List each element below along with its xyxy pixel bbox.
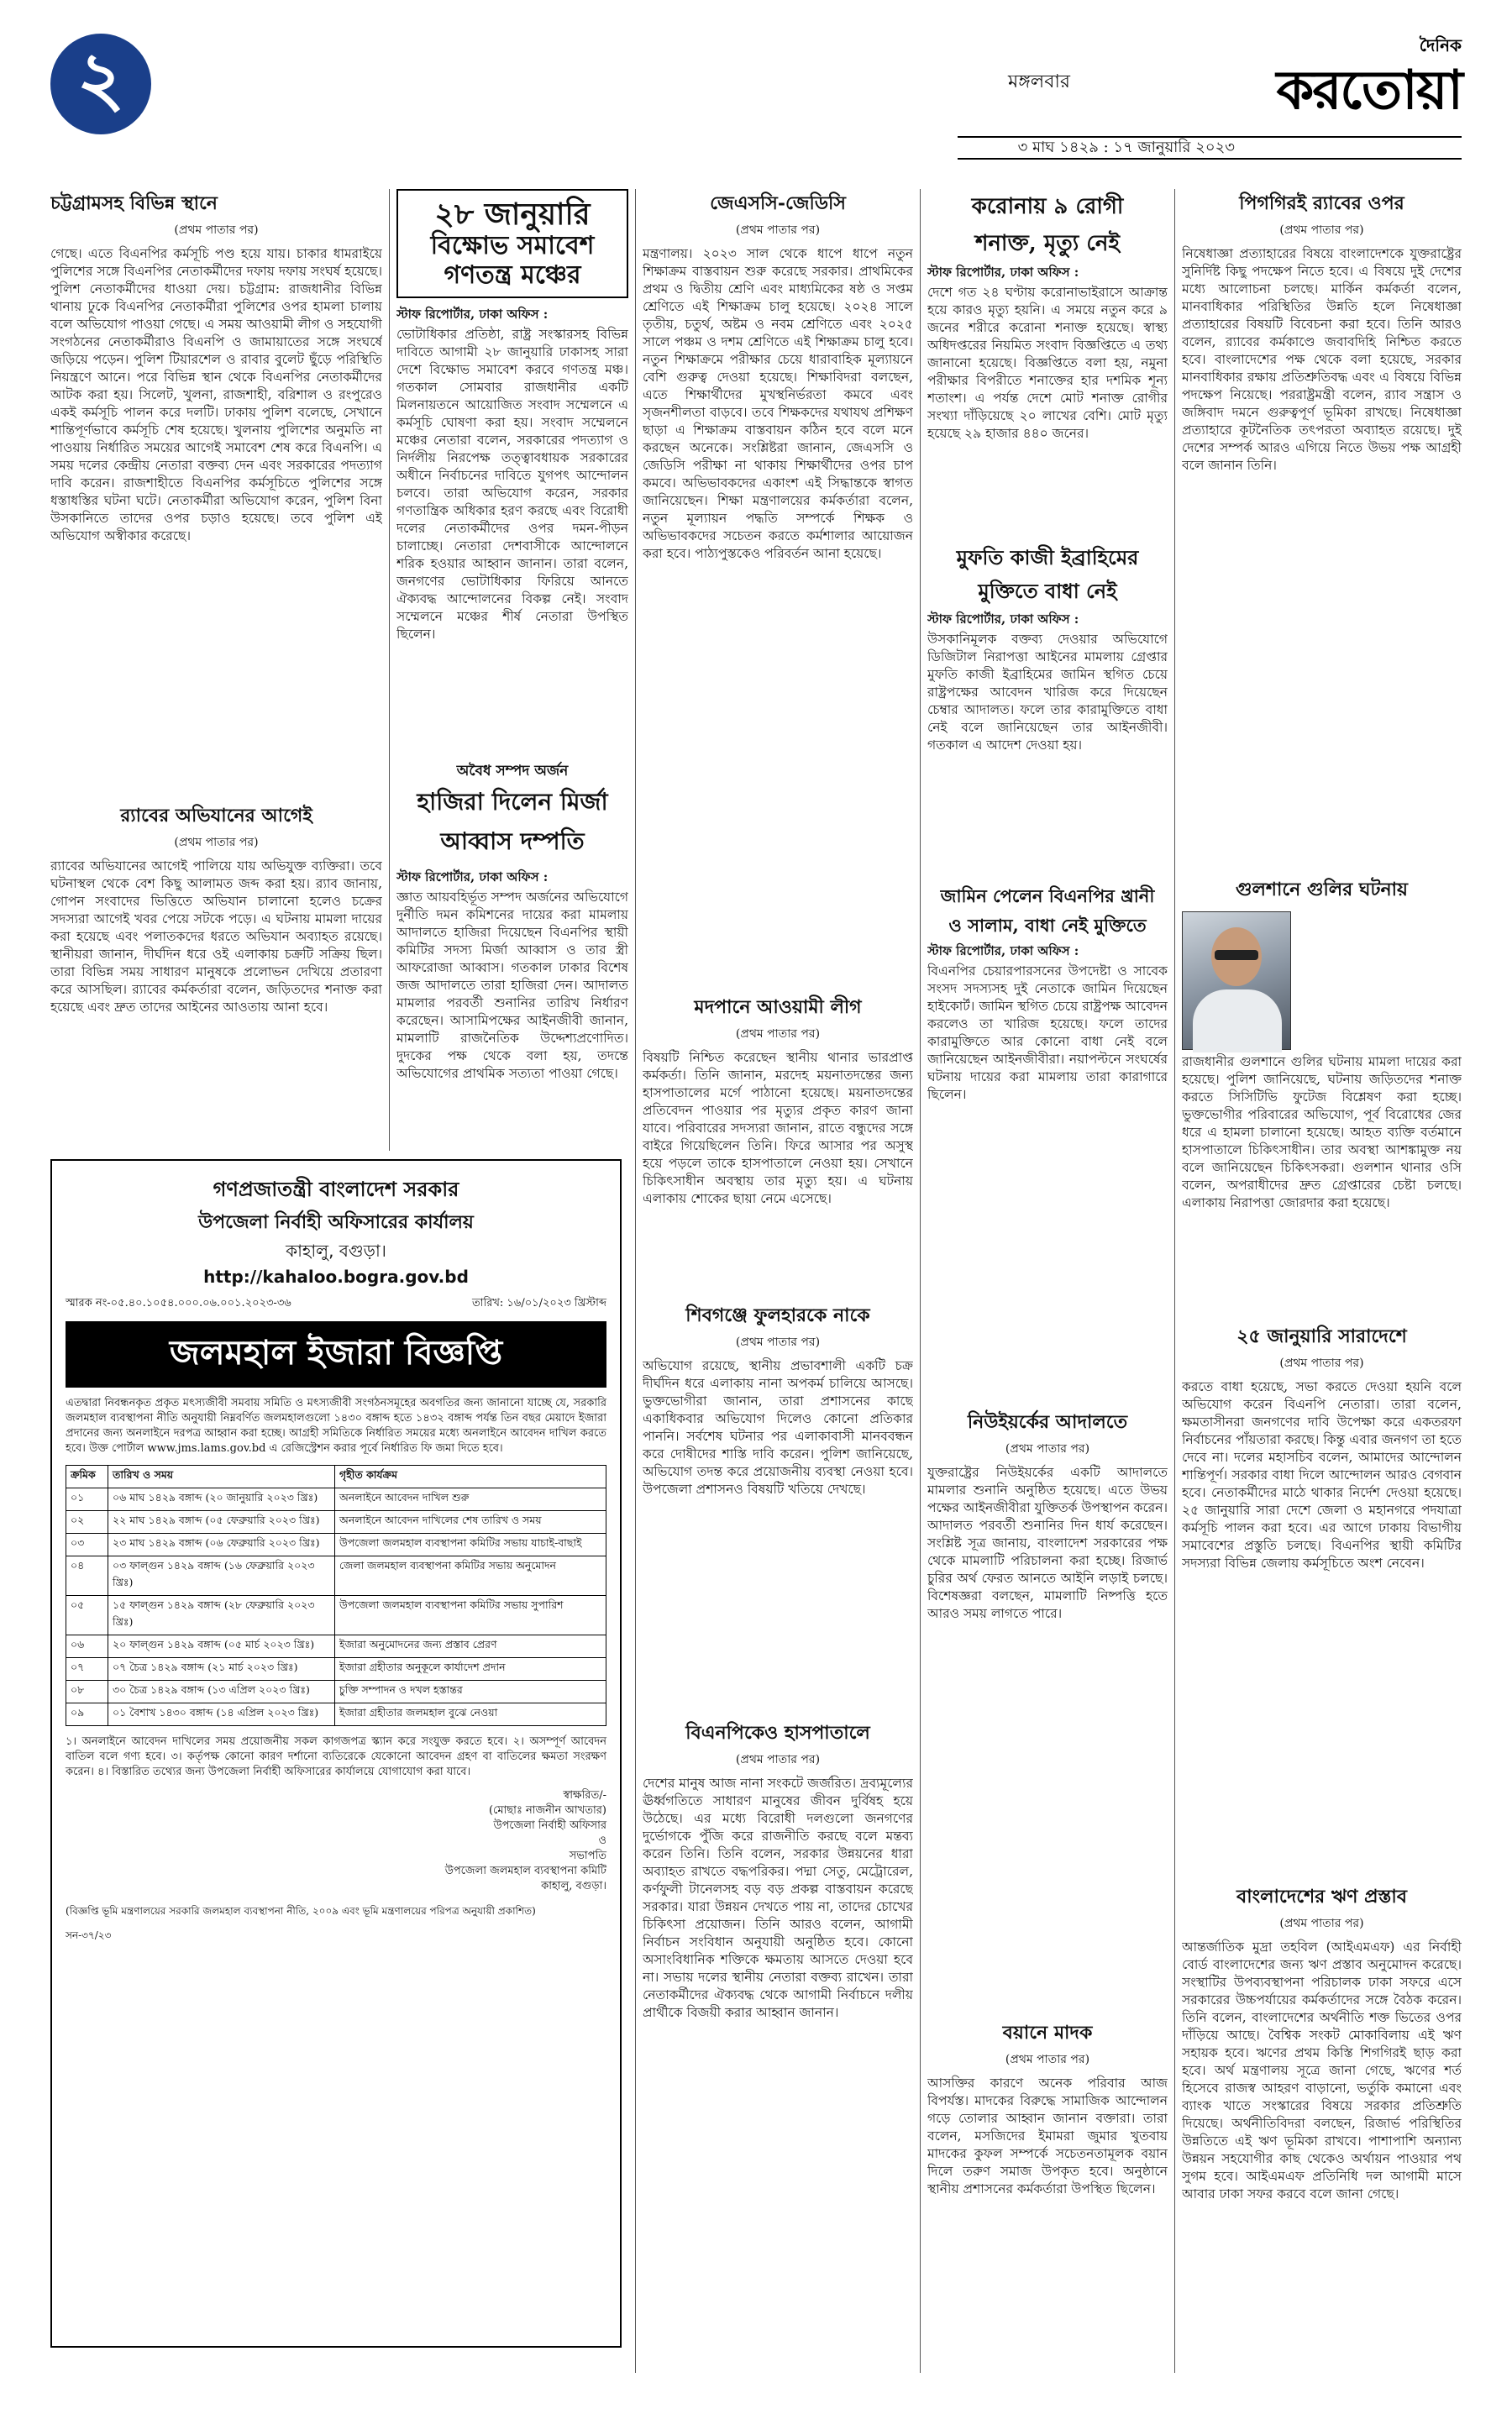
- ad-footer-code: সন-৩৭/২৩: [66, 1929, 112, 1941]
- column-4: [927, 189, 1168, 2373]
- masthead-small: দৈনিক: [1419, 35, 1462, 55]
- headline-kicker: ২৮ জানুয়ারি: [434, 197, 591, 232]
- table-cell: ০৩ ফাল্গুন ১৪২৯ বঙ্গাব্দ (১৬ ফেব্রুয়ারি ২০২৩ খ্রিঃ): [108, 1556, 335, 1596]
- table-header-row: [66, 1466, 606, 1488]
- headline-corona-2: শনাক্ত, মৃত্যু নেই: [975, 231, 1120, 256]
- headline-newyork: নিউইয়র্কের আদালতে: [967, 1411, 1128, 1433]
- sign-line: উপজেলা নির্বাহী অফিসার: [493, 1819, 606, 1832]
- table-cell: ২৩ মাঘ ১৪২৯ বঙ্গাব্দ (০৬ ফেব্রুয়ারি ২০২৩ খ্রিঃ): [108, 1534, 335, 1556]
- table-cell: জেলা জলমহাল ব্যবস্থাপনা কমিটির সভায় অনুমোদন: [335, 1556, 606, 1596]
- article-body: দেশে গত ২৪ ঘণ্টায় করোনাভাইরাসে আক্রান্ত হয়ে কারও মৃত্যু হয়নি। এ সময়ে নতুন করে ৯ জনের শরীরে করোনা শনাক্ত হয়েছে। স্বাস্থ্য অধিদপ্তরের নিয়মিত সংবাদ বিজ্ঞপ্তিতে এ তথ্য জানানো হয়েছে। বিজ্ঞপ্তিতে বলা হয়, নমুনা পরীক্ষার বিপরীতে শনাক্তের হার দশমিক শূন্য শতাংশ। এ পর্যন্ত দেশে মোট শনাক্ত রোগীর সংখ্যা দাঁড়িয়েছে ২০ লাখের বেশি। মোট মৃত্যু হয়েছে ২৯ হাজার ৪৪০ জনের।: [927, 285, 1168, 441]
- continued-note: (প্রথম পাতার পর): [1279, 1357, 1364, 1370]
- table-cell: ০৫: [66, 1596, 108, 1635]
- column-rule: [1174, 189, 1175, 2373]
- table-cell: ২০ ফাল্গুন ১৪২৯ বঙ্গাব্দ (০৫ মার্চ ২০২৩ খ্রিঃ): [108, 1635, 335, 1658]
- continued-note: (প্রথম পাতার পর): [735, 1027, 821, 1041]
- column-2: [396, 189, 628, 1147]
- article-body: দেশের মানুষ আজ নানা সংকটে জর্জরিত। দ্রব্যমূল্যের ঊর্ধ্বগতিতে সাধারণ মানুষের জীবন দুর্বিষহ হয়ে উঠেছে। এর মধ্যে বিরোধী দলগুলো জনগণের দুর্ভোগকে পুঁজি করে রাজনীতি করছে বলে মন্তব্য করেন তিনি। তিনি বলেন, সরকার উন্নয়নের ধারা অব্যাহত রাখতে বদ্ধপরিকর। পদ্মা সেতু, মেট্রোরেল, কর্ণফুলী টানেলসহ বড় বড় প্রকল্প বাস্তবায়ন করেছে সরকার। যারা উন্নয়ন দেখতে পায় না, তাদের চোখের চিকিৎসা প্রয়োজন। তিনি আরও বলেন, আগামী নির্বাচন সংবিধান অনুযায়ী অনুষ্ঠিত হবে। কোনো অসাংবিধানিক শক্তিকে ক্ষমতায় আসতে দেওয়া হবে না। সভায় দলের স্থানীয় নেতারা বক্তব্য রাখেন। তারা নেতাকর্মীদের ঐক্যবদ্ধ থেকে আগামী নির্বাচনে দলীয় প্রার্থীকে বিজয়ী করার আহ্বান জানান।: [643, 1776, 913, 2020]
- continued-note: (প্রথম পাতার পর): [1005, 2053, 1090, 2066]
- column-1: [50, 189, 382, 1147]
- ad-signature: [66, 1788, 606, 1894]
- header-right: [958, 34, 1462, 160]
- continued-note: (প্রথম পাতার পর): [1279, 1917, 1364, 1930]
- table-row: [66, 1596, 606, 1635]
- sign-line: উপজেলা জলমহাল ব্যবস্থাপনা কমিটি: [444, 1865, 606, 1877]
- headline-rab: র‌্যাবের অভিযানের আগেই: [120, 805, 312, 827]
- table-cell: ০৩: [66, 1534, 108, 1556]
- table-row: [66, 1703, 606, 1726]
- headline-jsc: জেএসসি-জেডিসি: [710, 192, 846, 214]
- continued-note: (প্রথম পাতার পর): [174, 223, 259, 237]
- table-cell: ০৯: [66, 1703, 108, 1726]
- table-cell: ০৭ চৈত্র ১৪২৯ বঙ্গাব্দ (২১ মার্চ ২০২৩ খ্রিঃ): [108, 1658, 335, 1681]
- table-row: [66, 1534, 606, 1556]
- table-cell: ০২: [66, 1511, 108, 1534]
- table-row: [66, 1681, 606, 1703]
- headline-corona: করোনায় ৯ রোগী: [971, 194, 1124, 219]
- sign-line: (মোছাঃ নাজনীন আখতার): [488, 1804, 606, 1817]
- table-cell: ইজারা অনুমোদনের জন্য প্রস্তাব প্রেরণ: [335, 1635, 606, 1658]
- ad-office: উপজেলা নির্বাহী অফিসারের কার্যালয়: [198, 1212, 474, 1233]
- masthead-name: করতোয়া: [1276, 60, 1462, 122]
- article-body: যুক্তরাষ্ট্রের নিউইয়র্কের একটি আদালতে মামলার শুনানি অনুষ্ঠিত হয়েছে। এতে উভয় পক্ষের আইনজীবীরা যুক্তিতর্ক উপস্থাপন করেন। আদালত পরবর্তী শুনানির দিন ধার্য করেছেন। সংশ্লিষ্ট সূত্র জানায়, বাংলাদেশ সরকারের পক্ষ থেকে মামলাটি পরিচালনা করা হচ্ছে। রিজার্ভ চুরির অর্থ ফেরত আনতে আইনি লড়াই চলছে। বিশেষজ্ঞরা বলছেন, মামলাটি নিষ্পত্তি হতে আরও সময় লাগতে পারে।: [927, 1465, 1168, 1621]
- article-body: মন্ত্রণালয়। ২০২৩ সাল থেকে ধাপে ধাপে নতুন শিক্ষাক্রম বাস্তবায়ন শুরু করেছে সরকার। প্রাথমিকের প্রথম ও দ্বিতীয় শ্রেণি এবং মাধ্যমিকের ষষ্ঠ ও সপ্তম শ্রেণিতে এই শিক্ষাক্রম চালু হয়েছে। ২০২৪ সালে তৃতীয়, চতুর্থ, অষ্টম ও নবম শ্রেণিতে এবং ২০২৫ সালে পঞ্চম ও দশম শ্রেণিতে এই শিক্ষাক্রম চালু হবে। নতুন শিক্ষাক্রমে পরীক্ষার চেয়ে ধারাবাহিক মূল্যায়নে বেশি গুরুত্ব দেওয়া হয়েছে। শিক্ষাবিদরা বলছেন, এতে শিক্ষার্থীদের মুখস্থনির্ভরতা কমবে এবং সৃজনশীলতা বাড়বে। তবে শিক্ষকদের যথাযথ প্রশিক্ষণ ছাড়া এ শিক্ষাক্রম বাস্তবায়ন কঠিন হবে বলে মনে করছেন অনেকে। সংশ্লিষ্টরা জানান, জেএসসি ও জেডিসি পরীক্ষা না থাকায় শিক্ষার্থীদের ওপর চাপ কমবে। অভিভাবকদের একাংশ এই সিদ্ধান্তকে স্বাগত জানিয়েছেন। শিক্ষা মন্ত্রণালয়ের কর্মকর্তারা বলেন, নতুন মূল্যায়ন পদ্ধতি সম্পর্কে শিক্ষক ও অভিভাবকদের সচেতন করতে কর্মশালার আয়োজন করা হবে। পাঠ্যপুস্তকেও পরিবর্তন আনা হয়েছে।: [643, 246, 913, 561]
- ad-govt: গণপ্রজাতন্ত্রী বাংলাদেশ সরকার: [213, 1178, 459, 1201]
- table-cell: অনলাইনে আবেদন দাখিলের শেষ তারিখ ও সময়: [335, 1511, 606, 1534]
- table-cell: ০৮: [66, 1681, 108, 1703]
- headline-bail: জামিন পেলেন বিএনপির খ্রানী: [940, 885, 1155, 906]
- column-3: [643, 189, 913, 2373]
- column-rule: [389, 189, 390, 1151]
- article-body: র‌্যাবের অভিযানের আগেই পালিয়ে যায় অভিযুক্ত ব্যক্তিরা। তবে ঘটনাস্থল থেকে বেশ কিছু আলামত জব্দ করা হয়। র‌্যাব জানায়, গোপন সংবাদের ভিত্তিতে অভিযান চালানো হলেও চক্রের সদস্যরা আগেই খবর পেয়ে সটকে পড়ে। এ ঘটনায় মামলা দায়ের করা হয়েছে এবং পলাতকদের ধরতে অভিযান অব্যাহত রয়েছে। স্থানীয়রা জানান, দীর্ঘদিন ধরে ওই এলাকায় চক্রটি সক্রিয় ছিল। তারা বিভিন্ন সময় সাধারণ মানুষকে প্রলোভন দেখিয়ে প্রতারণা করে আসছিল। র‌্যাবের কর্মকর্তারা বলেন, জড়িতদের শনাক্ত করা হয়েছে এবং দ্রুত তাদের আইনের আওতায় আনা হবে।: [50, 858, 382, 1015]
- table-header: ক্রমিক: [66, 1466, 108, 1488]
- table-row: [66, 1511, 606, 1534]
- article-body-lead: [1298, 911, 1462, 1050]
- byline: স্টাফ রিপোর্টার, ঢাকা অফিস :: [927, 611, 1079, 627]
- headline-drug: বয়ানে মাদক: [1002, 2022, 1093, 2044]
- byline: স্টাফ রিপোর্টার, ঢাকা অফিস :: [396, 307, 549, 323]
- gulshan-story: [1182, 911, 1462, 1050]
- headline-jan25: ২৫ জানুয়ারি সারাদেশে: [1236, 1325, 1407, 1347]
- schedule-table: [66, 1465, 606, 1726]
- sign-line: কাহালু, বগুড়া।: [541, 1880, 606, 1892]
- headline-shibganj: শিবগঞ্জে ফুলহারকে নাকে: [685, 1304, 870, 1326]
- table-row: [66, 1658, 606, 1681]
- ad-memo-number: স্মারক নং-০৫.৪০.১০৫৪.০০০.০৬.০০১.২০২৩-৩৬: [66, 1297, 291, 1309]
- article-body: গেছে। এতে বিএনপির কর্মসূচি পণ্ড হয়ে যায়। চাকার ধামরাইয়ে পুলিশের সঙ্গে বিএনপির নেতাকর্মীদের দফায় দফায় সংঘর্ষ হয়েছে। পুলিশ নেতাকর্মীদের ধাওয়া দেয়। চট্টগ্রাম: রাজধানীর বিভিন্ন থানায় ঢুকে বিএনপির নেতাকর্মীরা পুলিশের ওপর হামলা চালায় বলে অভিযোগ পাওয়া গেছে। এ সময় আওয়ামী লীগ ও সহযোগী সংগঠনের নেতাকর্মীরাও বিএনপি ও জামায়াতের সঙ্গে সংঘর্ষে জড়িয়ে পড়েন। পুলিশ টিয়ারশেল ও রাবার বুলেট ছুঁড়ে পরিস্থিতি নিয়ন্ত্রণে আনে। পরে বিভিন্ন স্থান থেকে বিএনপির নেতাকর্মীদের আটক করা হয়। সিলেট, খুলনা, রাজশাহী, বরিশাল ও রংপুরেও একই কর্মসূচি পালন করে দলটি। ঢাকায় পুলিশ বলেছে, সেখানে শান্তিপূর্ণভাবে কর্মসূচি শেষ হয়েছে। খুলনায় পুলিশের অনুমতি না পাওয়ায় নির্ধারিত সময়ের আগেই সমাবেশ শেষ করে বিএনপি। এ সময় দলের কেন্দ্রীয় নেতারা বক্তব্য দেন এবং সরকারের পদত্যাগ দাবি করেন। রাজশাহীতে বিএনপির কর্মসূচিতে পুলিশের সঙ্গে ধস্তাধস্তির ঘটনা ঘটে। নেতাকর্মীরা অভিযোগ করেন, পুলিশ বিনা উসকানিতে তাদের ওপর চড়াও হয়েছে। তবে পুলিশ এই অভিযোগ অস্বীকার করেছে।: [50, 246, 382, 543]
- continued-note: (প্রথম পাতার পর): [174, 836, 259, 849]
- ad-memo-row: [66, 1295, 606, 1313]
- article-body: রাজধানীর গুলশানে গুলির ঘটনায় মামলা দায়ের করা হয়েছে। পুলিশ জানিয়েছে, ঘটনায় জড়িতদের শনাক্ত করতে সিসিটিভি ফুটেজ বিশ্লেষণ করা হচ্ছে। ভুক্তভোগীর পরিবারের অভিযোগ, পূর্ব বিরোধের জের ধরে এ হামলা চালানো হয়েছে। আহত ব্যক্তি বর্তমানে হাসপাতালে চিকিৎসাধীন। তার অবস্থা আশঙ্কামুক্ত নয় বলে জানিয়েছেন চিকিৎসকরা। গুলশান থানার ওসি বলেন, অপরাধীদের দ্রুত গ্রেপ্তারের চেষ্টা চলছে। এলাকায় নিরাপত্তা জোরদার করা হয়েছে।: [1182, 1054, 1462, 1210]
- tender-advertisement: [50, 1159, 622, 2348]
- article-body: অভিযোগ রয়েছে, স্থানীয় প্রভাবশালী একটি চক্র দীর্ঘদিন ধরে এলাকায় নানা অপকর্ম চালিয়ে আসছে। ভুক্তভোগীরা জানান, তারা প্রশাসনের কাছে একাধিকবার অভিযোগ দিলেও কোনো প্রতিকার পাননি। সর্বশেষ ঘটনার পর এলাকাবাসী মানববন্ধন করে দোষীদের শাস্তি দাবি করেন। পুলিশ জানিয়েছে, অভিযোগ তদন্ত করে প্রয়োজনীয় ব্যবস্থা নেওয়া হবে। উপজেলা প্রশাসনও বিষয়টি খতিয়ে দেখছে।: [643, 1358, 913, 1497]
- column-rule: [920, 189, 921, 2373]
- byline: স্টাফ রিপোর্টার, ঢাকা অফিস :: [927, 943, 1079, 958]
- ad-memo-date: তারিখ: ১৬/০১/২০২৩ খ্রিস্টাব্দ: [471, 1297, 606, 1309]
- headline-chittagong: চট্টগ্রামসহ বিভিন্ন স্থানে: [50, 192, 218, 214]
- column-rule: [635, 189, 636, 2373]
- headline-line: হাজিরা দিলেন মির্জা: [417, 788, 608, 816]
- table-header: তারিখ ও সময়: [108, 1466, 335, 1488]
- table-cell: ০৬: [66, 1635, 108, 1658]
- dateline: ৩ মাঘ ১৪২৯ : ১৭ জানুয়ারি ২০২৩: [958, 136, 1462, 160]
- table-row: [66, 1635, 606, 1658]
- table-header: গৃহীত কার্যক্রম: [335, 1466, 606, 1488]
- page-header: [50, 34, 1462, 160]
- article-body: বিষয়টি নিশ্চিত করেছেন স্থানীয় থানার ভারপ্রাপ্ত কর্মকর্তা। তিনি জানান, মরদেহ ময়নাতদন্তের জন্য হাসপাতালের মর্গে পাঠানো হয়েছে। ময়নাতদন্তের প্রতিবেদন পাওয়ার পর মৃত্যুর প্রকৃত কারণ জানা যাবে। পরিবারের সদস্যরা জানান, রাতে বন্ধুদের সঙ্গে বাইরে গিয়েছিলেন তিনি। ফিরে আসার পর অসুস্থ হয়ে পড়লে তাকে হাসপাতালে নেওয়া হয়। সেখানে চিকিৎসাধীন অবস্থায় তার মৃত্যু হয়। এ ঘটনায় এলাকায় শোকের ছায়া নেমে এসেছে।: [643, 1050, 913, 1206]
- continued-note: (প্রথম পাতার পর): [735, 1753, 821, 1766]
- table-cell: ০১: [66, 1488, 108, 1511]
- table-cell: ইজারা গ্রহীতার অনুকূলে কার্যাদেশ প্রদান: [335, 1658, 606, 1681]
- headline-mufti: মুফতি কাজী ইব্রাহিমের: [956, 545, 1139, 569]
- ad-title: জলমহাল ইজারা বিজ্ঞপ্তি: [66, 1321, 606, 1388]
- headline-rab-us: পিগগিরই র‌্যাবের ওপর: [1239, 192, 1404, 214]
- page-number: ২: [50, 34, 151, 134]
- article-body: করতে বাধা হয়েছে, সভা করতে দেওয়া হয়নি বলে অভিযোগ করেন বিএনপি নেতারা। তারা বলেন, ক্ষমতাসীনরা জনগণের দাবি উপেক্ষা করে একতরফা নির্বাচনের পাঁয়তারা করছে। কিন্তু এবার জনগণ তা হতে দেবে না। দলের মহাসচিব বলেন, আমাদের আন্দোলন শান্তিপূর্ণ। সরকার বাধা দিলে আন্দোলন আরও বেগবান হবে। নেতাকর্মীদের মাঠে থাকার নির্দেশ দেওয়া হয়েছে। ২৫ জানুয়ারি সারা দেশে জেলা ও মহানগরে পদযাত্রা কর্মসূচি পালন করা হবে। এর আগে ঢাকায় বিভাগীয় সমাবেশের প্রস্তুতি চলছে। বিএনপির স্থায়ী কমিটির সদস্যরা বিভিন্ন জেলায় কর্মসূচিতে অংশ নেবেন।: [1182, 1379, 1462, 1571]
- article-body: আসক্তির কারণে অনেক পরিবার আজ বিপর্যস্ত। মাদকের বিরুদ্ধে সামাজিক আন্দোলন গড়ে তোলার আহ্বান জানান বক্তারা। তারা বলেন, মসজিদের ইমামরা জুমার খুতবায় মাদকের কুফল সম্পর্কে সচেতনতামূলক বয়ান দিলে তরুণ সমাজ উপকৃত হবে। অনুষ্ঠানে স্থানীয় প্রশাসনের কর্মকর্তারা উপস্থিত ছিলেন।: [927, 2076, 1168, 2196]
- article-body: জ্ঞাত আয়বহির্ভূত সম্পদ অর্জনের অভিযোগে দুর্নীতি দমন কমিশনের দায়ের করা মামলায় আদালতে হাজিরা দিয়েছেন বিএনপির স্থায়ী কমিটির সদস্য মির্জা আব্বাস ও তার স্ত্রী আফরোজা আব্বাস। গতকাল ঢাকার বিশেষ জজ আদালতে তারা হাজিরা দেন। আদালত মামলার পরবর্তী শুনানির তারিখ নির্ধারণ করেছেন। আসামিপক্ষের আইনজীবী জানান, মামলাটি রাজনৈতিক উদ্দেশ্যপ্রণোদিত। দুদকের পক্ষ থেকে বলা হয়, তদন্তে অভিযোগের প্রাথমিক সত্যতা পাওয়া গেছে।: [396, 890, 628, 1082]
- headline-line: বিক্ষোভ সমাবেশ: [430, 231, 595, 261]
- continued-note: (প্রথম পাতার পর): [1279, 223, 1364, 237]
- headline-line: গণতন্ত্র মঞ্চের: [444, 260, 581, 290]
- schedule-table-body: [66, 1488, 606, 1726]
- table-cell: উপজেলা জলমহাল ব্যবস্থাপনা কমিটির সভায় সুপারিশ: [335, 1596, 606, 1635]
- ad-location: কাহালু, বগুড়া।: [286, 1241, 386, 1261]
- column-5: [1182, 189, 1462, 2373]
- headline-bail-2: ও সালাম, বাধা নেই মুক্তিতে: [948, 915, 1147, 936]
- table-cell: ইজারা গ্রহীতার জলমহাল বুঝে নেওয়া: [335, 1703, 606, 1726]
- byline: স্টাফ রিপোর্টার, ঢাকা অফিস :: [396, 869, 549, 885]
- continued-note: (প্রথম পাতার পর): [735, 223, 821, 237]
- continued-note: (প্রথম পাতার পর): [735, 1336, 821, 1349]
- weekday: মঙ্গলবার: [1008, 71, 1070, 92]
- headline-mufti-2: মুক্তিতে বাধা নেই: [978, 579, 1117, 603]
- article-body: বিএনপির চেয়ারপারসনের উপদেষ্টা ও সাবেক সংসদ সদস্যসহ দুই নেতাকে জামিন দিয়েছেন হাইকোর্ট। জামিন স্থগিত চেয়ে রাষ্ট্রপক্ষ আবেদন করলেও তা খারিজ হয়েছে। ফলে তাদের কারামুক্তিতে আর কোনো বাধা নেই বলে জানিয়েছেন আইনজীবীরা। নয়াপল্টনে সংঘর্ষের ঘটনায় দায়ের করা মামলায় তারা কারাগারে ছিলেন।: [927, 963, 1168, 1102]
- article-body: আন্তর্জাতিক মুদ্রা তহবিল (আইএমএফ) এর নির্বাহী বোর্ড বাংলাদেশের জন্য ঋণ প্রস্তাব অনুমোদন করেছে। সংস্থাটির উপব্যবস্থাপনা পরিচালক ঢাকা সফরে এসে সরকারের উচ্চপর্যায়ের কর্মকর্তাদের সঙ্গে বৈঠক করেন। তিনি বলেন, বাংলাদেশের অর্থনীতি শক্ত ভিতের ওপর দাঁড়িয়ে আছে। বৈশ্বিক সংকট মোকাবিলায় এই ঋণ সহায়ক হবে। ঋণের প্রথম কিস্তি শিগগিরই ছাড় করা হবে। অর্থ মন্ত্রণালয় সূত্রে জানা গেছে, ঋণের শর্ত হিসেবে রাজস্ব আহরণ বাড়ানো, ভর্তুকি কমানো এবং ব্যাংক খাতে সংস্কারের বিষয়ে সরকার প্রতিশ্রুতি দিয়েছে। অর্থনীতিবিদরা বলছেন, রিজার্ভ পরিস্থিতির উন্নতিতে এই ঋণ ভূমিকা রাখবে। পাশাপাশি অন্যান্য উন্নয়ন সহযোগীর কাছ থেকেও অর্থায়ন পাওয়ার পথ সুগম হবে। আইএমএফ প্রতিনিধি দল আগামী মাসে আবার ঢাকা সফর করবে বলে জানা গেছে।: [1182, 1939, 1462, 2202]
- table-cell: চুক্তি সম্পাদন ও দখল হস্তান্তর: [335, 1681, 606, 1703]
- sign-line: ও: [598, 1834, 606, 1847]
- table-cell: ১৫ ফাল্গুন ১৪২৯ বঙ্গাব্দ (২৮ ফেব্রুয়ারি ২০২৩ খ্রিঃ): [108, 1596, 335, 1635]
- table-cell: ০৪: [66, 1556, 108, 1596]
- headline-awami: মদপানে আওয়ামী লীগ: [694, 996, 862, 1018]
- table-cell: ০৭: [66, 1658, 108, 1681]
- headline-imf: বাংলাদেশের ঋণ প্রস্তাব: [1236, 1886, 1407, 1908]
- ad-body: এতদ্বারা নিবন্ধনকৃত প্রকৃত মৎস্যজীবী সমবায় সমিতি ও মৎস্যজীবী সংগঠনসমূহের অবগতির জন্য জানানো যাচ্ছে যে, সরকারি জলমহাল ব্যবস্থাপনা নীতি অনুযায়ী নিম্নবর্ণিত জলমহালগুলো ১৪৩০ বঙ্গাব্দ হতে ১৪৩২ বঙ্গাব্দ পর্যন্ত তিন বছর মেয়াদে ইজারা প্রদানের জন্য অনলাইনে দরপত্র আহ্বান করা হচ্ছে। আগ্রহী সমিতিকে নির্ধারিত সময়ের মধ্যে অনলাইনে আবেদন দাখিল করতে হবে। উক্ত পোর্টাল www.jms.lams.gov.bd এ রেজিস্ট্রেশন করার পূর্বে নির্ধারিত ফি জমা দিতে হবে।: [66, 1397, 607, 1455]
- headline-gulshan: গুলশানে গুলির ঘটনায়: [1236, 879, 1408, 900]
- headline-kicker: অবৈধ সম্পদ অর্জন: [456, 763, 569, 780]
- sign-line: স্বাক্ষরিত/-: [563, 1789, 606, 1802]
- table-cell: অনলাইনে আবেদন দাখিল শুরু: [335, 1488, 606, 1511]
- ad-website: http://kahaloo.bogra.gov.bd: [203, 1267, 469, 1287]
- continued-note: (প্রথম পাতার পর): [1005, 1442, 1090, 1456]
- table-row: [66, 1556, 606, 1596]
- sign-line: সভাপতি: [569, 1850, 606, 1862]
- news-photo: [1182, 911, 1291, 1050]
- table-cell: ০১ বৈশাখ ১৪৩০ বঙ্গাব্দ (১৪ এপ্রিল ২০২৩ খ্রিঃ): [108, 1703, 335, 1726]
- article-body: উসকানিমূলক বক্তব্য দেওয়ার অভিযোগে ডিজিটাল নিরাপত্তা আইনের মামলায় গ্রেপ্তার মুফতি কাজী ইব্রাহিমের জামিন স্থগিত চেয়ে রাষ্ট্রপক্ষের আবেদন খারিজ করে দিয়েছেন চেম্বার আদালত। ফলে তার কারামুক্তিতে বাধা নেই বলে জানিয়েছেন তার আইনজীবী। গতকাল এ আদেশ দেওয়া হয়।: [927, 632, 1168, 753]
- table-row: [66, 1488, 606, 1511]
- ad-footer: (বিজ্ঞপ্তি ভূমি মন্ত্রণালয়ের সরকারি জলমহাল ব্যবস্থাপনা নীতি, ২০০৯ এবং ভূমি মন্ত্রণালয়ের পরিপত্র অনুযায়ী প্রকাশিত): [66, 1905, 536, 1917]
- table-cell: উপজেলা জলমহাল ব্যবস্থাপনা কমিটির সভায় যাচাই-বাছাই: [335, 1534, 606, 1556]
- table-cell: ৩০ চৈত্র ১৪২৯ বঙ্গাব্দ (১৩ এপ্রিল ২০২৩ খ্রিঃ): [108, 1681, 335, 1703]
- headline-line: আব্বাস দম্পতি: [440, 827, 585, 856]
- masthead-logo: [1243, 34, 1462, 133]
- ad-notes: ১। অনলাইনে আবেদন দাখিলের সময় প্রয়োজনীয় সকল কাগজপত্র স্ক্যান করে সংযুক্ত করতে হবে। ২। অসম্পূর্ণ আবেদন বাতিল বলে গণ্য হবে। ৩। কর্তৃপক্ষ কোনো কারণ দর্শানো ব্যতিরেকে যেকোনো আবেদন গ্রহণ বা বাতিলের ক্ষমতা সংরক্ষণ করেন। ৪। বিস্তারিত তথ্যের জন্য উপজেলা নির্বাহী অফিসারের কার্যালয়ে যোগাযোগ করা যাবে।: [66, 1735, 606, 1778]
- headline-bnp-hospital: বিএনপিকেও হাসপাতালে: [685, 1722, 870, 1744]
- article-body: ভোটাধিকার প্রতিষ্ঠা, রাষ্ট্র সংস্কারসহ বিভিন্ন দাবিতে আগামী ২৮ জানুয়ারি ঢাকাসহ সারা দেশে বিক্ষোভ সমাবেশ করবে গণতন্ত্র মঞ্চ। গতকাল সোমবার রাজধানীর একটি মিলনায়তনে আয়োজিত সংবাদ সম্মেলনে এ কর্মসূচি ঘোষণা করা হয়। সংবাদ সম্মেলনে মঞ্চের নেতারা বলেন, সরকারের পদত্যাগ ও নির্দলীয় নিরপেক্ষ তত্ত্বাবধায়ক সরকারের অধীনে নির্বাচনের দাবিতে যুগপৎ আন্দোলন চলবে। তারা অভিযোগ করেন, সরকার গণতান্ত্রিক অধিকার হরণ করছে এবং বিরোধী দলের নেতাকর্মীদের ওপর দমন-পীড়ন চালাচ্ছে। নেতারা দেশবাসীকে আন্দোলনে শরিক হওয়ার আহ্বান জানান। তারা বলেন, জনগণের ভোটাধিকার ফিরিয়ে আনতে ঐক্যবদ্ধ আন্দোলনের বিকল্প নেই। সংবাদ সম্মেলনে মঞ্চের শীর্ষ নেতারা উপস্থিত ছিলেন।: [396, 327, 628, 643]
- ad-header: [66, 1174, 606, 1287]
- article-body: নিষেধাজ্ঞা প্রত্যাহারের বিষয়ে বাংলাদেশকে যুক্তরাষ্ট্রের সুনির্দিষ্ট কিছু পদক্ষেপ নিতে হবে। এ বিষয়ে দুই দেশের মধ্যে আলোচনা চলছে। মার্কিন কর্মকর্তা বলেন, মানবাধিকার পরিস্থিতির উন্নতি হলে নিষেধাজ্ঞা প্রত্যাহারের বিষয়টি বিবেচনা করা হবে। তিনি আরও বলেন, র‌্যাবের কর্মকাণ্ডে জবাবদিহি নিশ্চিত করতে হবে। বাংলাদেশের পক্ষ থেকে বলা হয়েছে, সরকার মানবাধিকার রক্ষায় প্রতিশ্রুতিবদ্ধ এবং এ বিষয়ে বিভিন্ন পদক্ষেপ নিয়েছে। পররাষ্ট্রমন্ত্রী বলেন, র‌্যাব সন্ত্রাস ও জঙ্গিবাদ দমনে গুরুত্বপূর্ণ ভূমিকা রাখছে। নিষেধাজ্ঞা প্রত্যাহারে কূটনৈতিক তৎপরতা অব্যাহত রয়েছে। দুই দেশের সম্পর্ক আরও এগিয়ে নিতে উভয় পক্ষ আগ্রহী বলে জানান তিনি।: [1182, 246, 1462, 473]
- headline-box-mancha: [396, 189, 628, 298]
- table-cell: ০৬ মাঘ ১৪২৯ বঙ্গাব্দ (২০ জানুয়ারি ২০২৩ খ্রিঃ): [108, 1488, 335, 1511]
- table-cell: ২২ মাঘ ১৪২৯ বঙ্গাব্দ (০৫ ফেব্রুয়ারি ২০২৩ খ্রিঃ): [108, 1511, 335, 1534]
- byline: স্টাফ রিপোর্টার, ঢাকা অফিস :: [927, 265, 1079, 280]
